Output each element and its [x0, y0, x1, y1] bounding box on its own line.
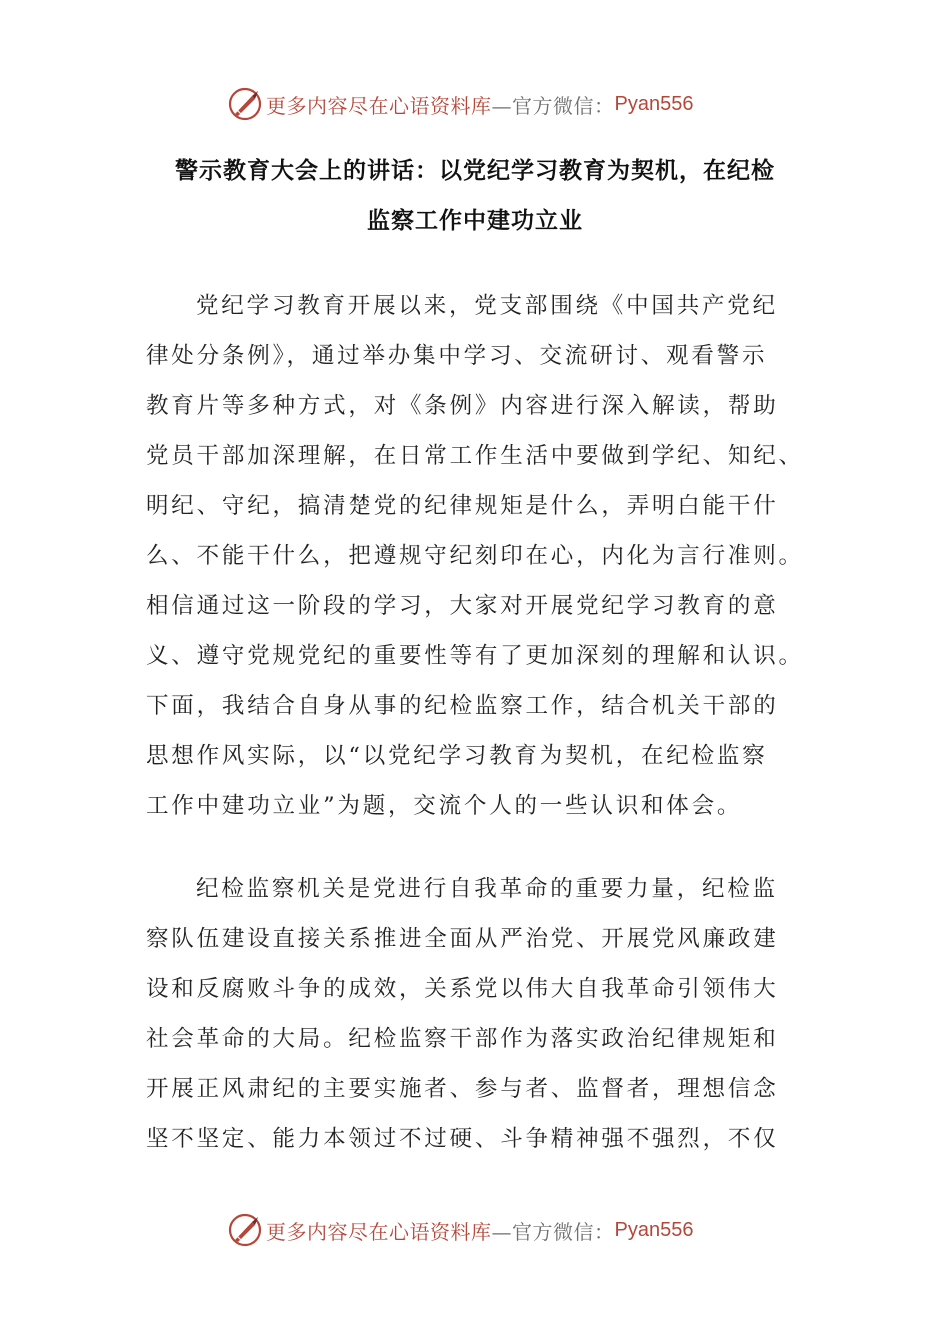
title-line: 监察工作中建功立业 — [367, 208, 583, 234]
banner-text-wechat-label: —官方微信： — [491, 93, 615, 118]
text-line: 社会革命的大局。纪检监察干部作为落实政治纪律规矩和 — [146, 1026, 779, 1052]
text-line: 察队伍建设直接关系推进全面从严治党、开展党风廉政建 — [146, 926, 779, 952]
text-line: 工作中建功立业”为题，交流个人的一些认识和体会。 — [146, 793, 743, 819]
text-line: 律处分条例》，通过举办集中学习、交流研讨、观看警示 — [146, 343, 768, 369]
paragraph-2 — [146, 864, 796, 1164]
banner-text-brand: 更多内容尽在心语资料库 — [266, 1219, 492, 1244]
banner-text-wechat-id: Pyan556 — [614, 1218, 694, 1241]
text-line: 明纪、守纪，搞清楚党的纪律规矩是什么，弄明白能干什 — [146, 493, 779, 519]
text-line: 设和反腐败斗争的成效，关系党以伟大自我革命引领伟大 — [146, 976, 779, 1002]
banner-text-brand: 更多内容尽在心语资料库 — [266, 93, 492, 118]
text-line: 么、不能干什么，把遵规守纪刻印在心，内化为言行准则。 — [146, 543, 804, 569]
text-line: 思想作风实际，以“以党纪学习教育为契机，在纪检监察 — [146, 743, 768, 769]
quill-logo-icon — [228, 87, 262, 121]
text-line: 相信通过这一阶段的学习，大家对开展党纪学习教育的意 — [146, 593, 779, 619]
paragraph-1 — [146, 281, 804, 831]
text-line: 义、遵守党规党纪的重要性等有了更加深刻的理解和认识。 — [146, 643, 804, 669]
header-banner — [0, 84, 950, 124]
banner-text-wechat-label: —官方微信： — [491, 1219, 615, 1244]
title-line: 警示教育大会上的讲话：以党纪学习教育为契机，在纪检 — [175, 158, 775, 184]
document-title — [140, 146, 810, 246]
footer-banner — [0, 1210, 950, 1250]
text-line: 开展正风肃纪的主要实施者、参与者、监督者，理想信念 — [146, 1076, 779, 1102]
text-line: 党纪学习教育开展以来，党支部围绕《中国共产党纪 — [196, 293, 778, 319]
text-line: 下面，我结合自身从事的纪检监察工作，结合机关干部的 — [146, 693, 779, 719]
text-line: 坚不坚定、能力本领过不过硬、斗争精神强不强烈，不仅 — [146, 1126, 779, 1152]
quill-logo-icon — [228, 1213, 262, 1247]
text-line: 教育片等多种方式，对《条例》内容进行深入解读，帮助 — [146, 393, 779, 419]
text-line: 纪检监察机关是党进行自我革命的重要力量，纪检监 — [196, 876, 778, 902]
text-line: 党员干部加深理解，在日常工作生活中要做到学纪、知纪、 — [146, 443, 804, 469]
banner-text-wechat-id: Pyan556 — [614, 92, 694, 115]
